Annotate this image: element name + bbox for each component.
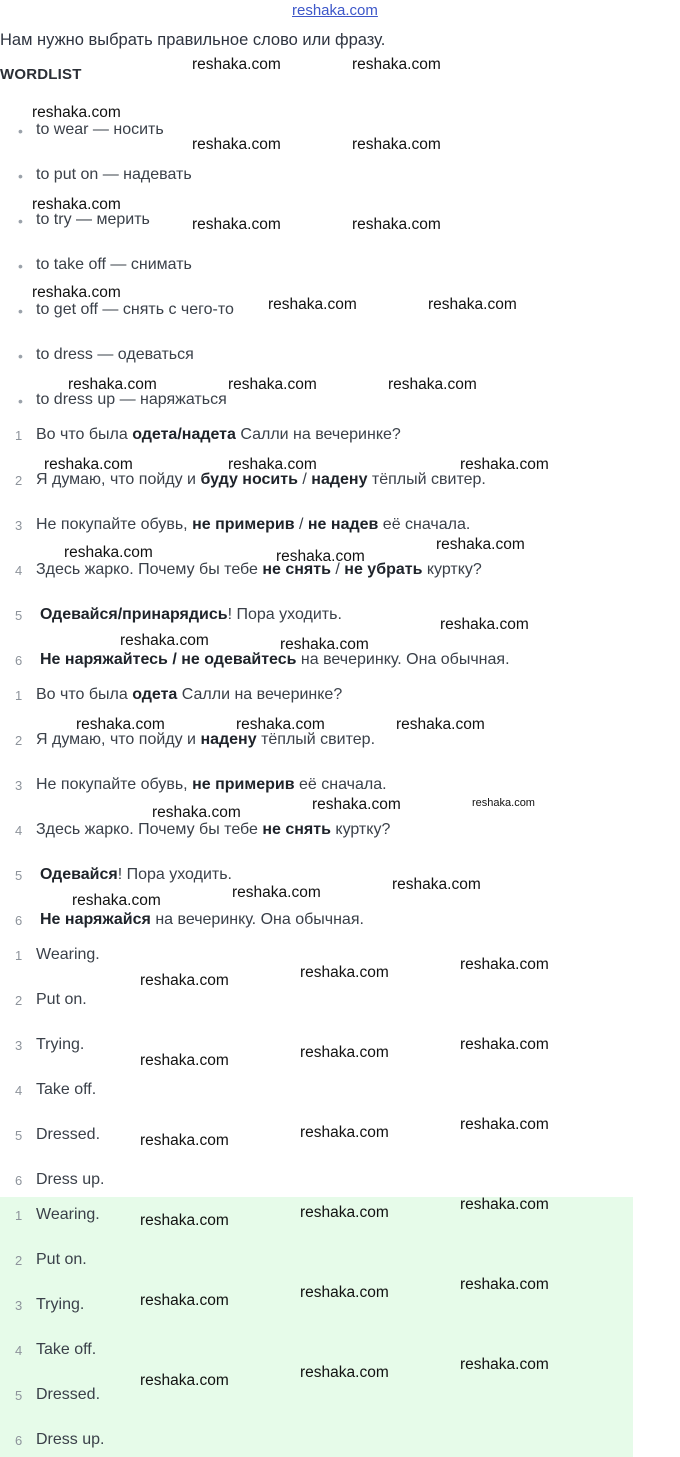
watermark: reshaka.com bbox=[300, 964, 389, 981]
bullet-icon: • bbox=[18, 258, 23, 274]
watermark: reshaka.com bbox=[300, 1204, 389, 1221]
watermark: reshaka.com bbox=[312, 796, 401, 813]
watermark: reshaka.com bbox=[268, 296, 357, 313]
watermark: reshaka.com bbox=[140, 972, 229, 989]
watermark: reshaka.com bbox=[152, 804, 241, 821]
wordlist-title: WORDLIST bbox=[0, 66, 82, 83]
watermark: reshaka.com bbox=[140, 1292, 229, 1309]
watermark: reshaka.com bbox=[300, 1284, 389, 1301]
watermark: reshaka.com bbox=[392, 876, 481, 893]
watermark: reshaka.com bbox=[428, 296, 517, 313]
watermark: reshaka.com bbox=[460, 1276, 549, 1293]
intro-text: Нам нужно выбрать правильное слово или фразу. bbox=[0, 31, 386, 49]
watermark: reshaka.com bbox=[228, 376, 317, 393]
watermark: reshaka.com bbox=[300, 1364, 389, 1381]
watermark: reshaka.com bbox=[460, 1196, 549, 1213]
watermark: reshaka.com bbox=[436, 536, 525, 553]
bullet-icon: • bbox=[18, 168, 23, 184]
watermark: reshaka.com bbox=[300, 1044, 389, 1061]
watermark: reshaka.com bbox=[120, 632, 209, 649]
answer-highlight-box bbox=[0, 1197, 633, 1457]
watermark: reshaka.com bbox=[192, 56, 281, 73]
watermark: reshaka.com bbox=[396, 716, 485, 733]
watermark: reshaka.com bbox=[472, 797, 535, 809]
bullet-icon: • bbox=[18, 123, 23, 139]
watermark: reshaka.com bbox=[140, 1212, 229, 1229]
watermark: reshaka.com bbox=[280, 636, 369, 653]
bullet-icon: • bbox=[18, 348, 23, 364]
watermark: reshaka.com bbox=[228, 456, 317, 473]
watermark: reshaka.com bbox=[352, 136, 441, 153]
watermark: reshaka.com bbox=[352, 56, 441, 73]
watermark: reshaka.com bbox=[460, 956, 549, 973]
watermark: reshaka.com bbox=[72, 892, 161, 909]
watermark: reshaka.com bbox=[300, 1124, 389, 1141]
watermark: reshaka.com bbox=[140, 1132, 229, 1149]
bullet-icon: • bbox=[18, 393, 23, 409]
watermark: reshaka.com bbox=[32, 104, 121, 121]
watermark: reshaka.com bbox=[76, 716, 165, 733]
bullet-icon: • bbox=[18, 213, 23, 229]
site-link[interactable]: reshaka.com bbox=[292, 2, 378, 19]
page: reshaka.com Нам нужно выбрать правильное слово или фразу. WORDLIST • to wear — носить • to put on — надевать • to try — мерить • to take off — снимать • to get off — снять с чего-то • to dress — одеваться • to dress up — наряжаться 1 Во что была одета/надета Салли на вечеринке? 2 Я думаю, что пойду и буду носить / надену тёплый свитер. 3 Не покупайте обувь, не примерив / не надев её сначала. 4 Здесь жарко. Почему бы тебе не снять / не убрать куртку? 5 Одевайся/принарядись! Пора уходить. 6 Не наряжайтесь / не одевайтесь на вечеринку. Она обычная. 1 Во что была одета Салли на вечеринке? 2 Я думаю, что пойду и надену тёплый свитер. 3 Не покупайте обувь, не примерив её сначала. 4 Здесь жарко. Почему бы тебе не снять куртку? 5 Одевайся! Пора уходить. 6 Не наряжайся на вечеринку. Она обычная. 1 Wearing. 2 Put on. 3 Trying. 4 Take off. 5 Dressed. 6 Dress up. 1 Wearing. 2 Put on. 3 Trying. 4 Take off. 5 Dressed. 6 Dress up. reshaka.com reshaka.com reshaka.com reshaka.com reshaka.com reshaka.com reshaka.com reshaka.com reshaka.com reshaka.com reshaka.com reshaka.com reshaka.com reshaka.com reshaka.com reshaka.com reshaka.com reshaka.com reshaka.com reshaka.com reshaka.com reshaka.com reshaka.com reshaka.com reshaka.com reshaka.com reshaka.com reshaka.com reshaka.com reshaka.com reshaka.com reshaka.com reshaka.com reshaka.com reshaka.com reshaka.com reshaka.com reshaka.com reshaka.com reshaka.com reshaka.com reshaka.com reshaka.com reshaka.com reshaka.com reshaka.com reshaka.com reshaka.com reshaka.com reshaka.com bbox=[0, 0, 680, 1457]
watermark: reshaka.com bbox=[388, 376, 477, 393]
watermark: reshaka.com bbox=[232, 884, 321, 901]
watermark: reshaka.com bbox=[68, 376, 157, 393]
watermark: reshaka.com bbox=[192, 216, 281, 233]
watermark: reshaka.com bbox=[460, 1116, 549, 1133]
bullet-icon: • bbox=[18, 303, 23, 319]
watermark: reshaka.com bbox=[140, 1372, 229, 1389]
watermark: reshaka.com bbox=[352, 216, 441, 233]
watermark: reshaka.com bbox=[64, 544, 153, 561]
watermark: reshaka.com bbox=[440, 616, 529, 633]
watermark: reshaka.com bbox=[44, 456, 133, 473]
watermark: reshaka.com bbox=[236, 716, 325, 733]
watermark: reshaka.com bbox=[460, 1036, 549, 1053]
watermark: reshaka.com bbox=[192, 136, 281, 153]
watermark: reshaka.com bbox=[32, 284, 121, 301]
watermark: reshaka.com bbox=[32, 196, 121, 213]
watermark: reshaka.com bbox=[460, 1356, 549, 1373]
watermark: reshaka.com bbox=[460, 456, 549, 473]
watermark: reshaka.com bbox=[140, 1052, 229, 1069]
watermark: reshaka.com bbox=[276, 548, 365, 565]
